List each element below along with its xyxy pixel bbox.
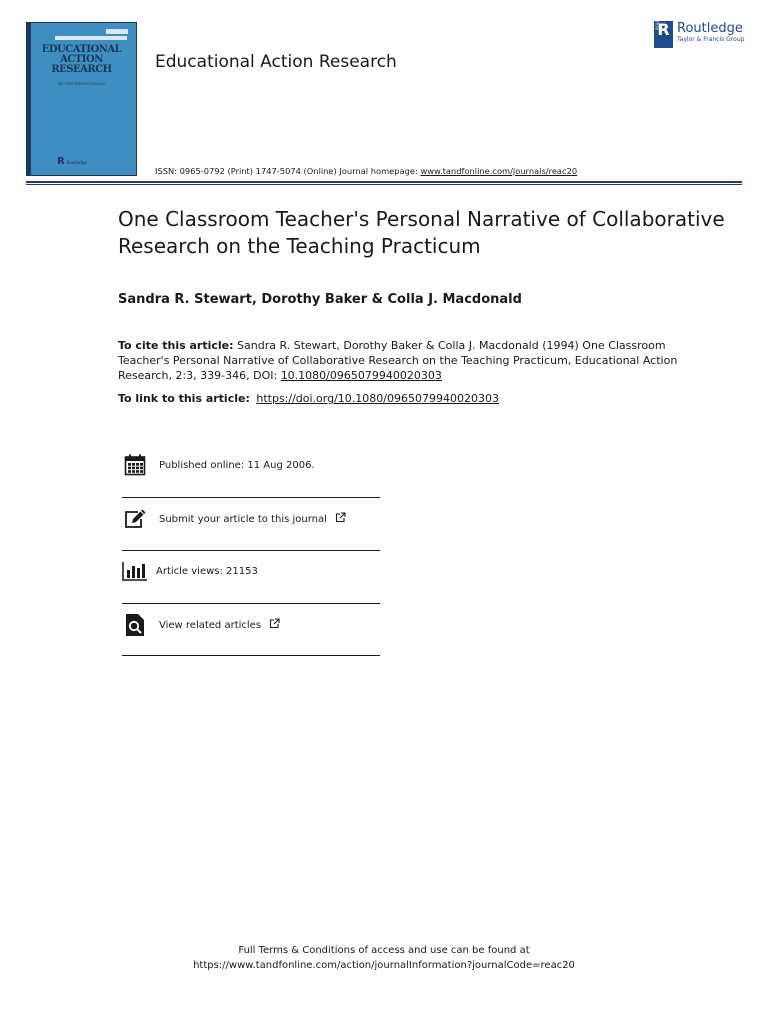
publisher-subbrand: Taylor & Francis Group (677, 36, 745, 43)
terms-text: Full Terms & Conditions of access and use can be found at (238, 945, 530, 956)
cover-title: EDUCATIONAL ACTION RESEARCH (41, 44, 122, 75)
article-link-line (118, 392, 499, 405)
info-divider (122, 550, 380, 551)
info-divider (122, 655, 380, 656)
external-link-icon (269, 618, 280, 632)
cover-publisher (57, 157, 87, 167)
issn-text: ISSN: 0965-0792 (Print) 1747-5074 (Online) Journal homepage: (155, 166, 418, 176)
article-views: Article views: 21153 (156, 565, 258, 577)
views-row (122, 559, 380, 583)
publisher-logo-text (677, 21, 744, 43)
calendar-icon (122, 453, 148, 477)
submit-row[interactable] (122, 507, 380, 531)
published-date: Published online: 11 Aug 2006. (159, 459, 315, 471)
publisher-logo (654, 5, 745, 48)
view-related-link[interactable]: View related articles (159, 618, 280, 632)
cover-publisher-name: Routledge (66, 159, 87, 165)
cover-publisher-mark: R (57, 156, 65, 167)
cover-issue-box (106, 29, 128, 34)
publisher-brand: Routledge (677, 21, 743, 36)
external-link-icon (335, 512, 346, 526)
terms-link[interactable]: https://www.tandfonline.com/action/journalInformation?journalCode=reac20 (193, 960, 575, 971)
submit-article-link[interactable]: Submit your article to this journal (159, 512, 346, 526)
citation-block (118, 338, 678, 383)
related-search-icon (122, 613, 148, 637)
info-divider (122, 497, 380, 498)
cover-volume-strip (55, 36, 127, 40)
journal-cover-image (26, 22, 137, 176)
header-divider-thin (26, 184, 742, 185)
cover-subtitle: an international journal (58, 81, 105, 86)
published-row (122, 453, 380, 477)
cite-doi-link[interactable]: 10.1080/0965079940020303 (280, 369, 442, 382)
cite-text: Sandra R. Stewart, Dorothy Baker & Colla J. Macdonald (1994) One Classroom Teacher's Personal Narrative of Collaborative Research on the Teaching Practicum, Educational Action Research, 2:3, 339-346, DOI: (118, 339, 678, 382)
article-authors: Sandra R. Stewart, Dorothy Baker & Colla J. Macdonald (118, 292, 522, 307)
routledge-logo-icon: R ROUTLEDGE (654, 21, 673, 48)
bar-chart-icon (122, 559, 148, 583)
article-doi-link[interactable]: https://doi.org/10.1080/0965079940020303 (256, 392, 499, 405)
article-title: One Classroom Teacher's Personal Narrative of Collaborative Research on the Teaching Practicum (118, 207, 725, 258)
edit-icon (122, 507, 148, 531)
cite-label: To cite this article: (118, 339, 234, 352)
journal-name: Educational Action Research (155, 52, 397, 72)
header-divider (26, 181, 742, 183)
link-label: To link to this article: (118, 392, 250, 405)
journal-homepage-link[interactable]: www.tandfonline.com/journals/reac20 (420, 166, 578, 176)
issn-line (155, 166, 577, 176)
terms-footer (0, 943, 768, 973)
related-row[interactable] (122, 613, 380, 637)
info-divider (122, 603, 380, 604)
cover-spine (27, 23, 31, 175)
